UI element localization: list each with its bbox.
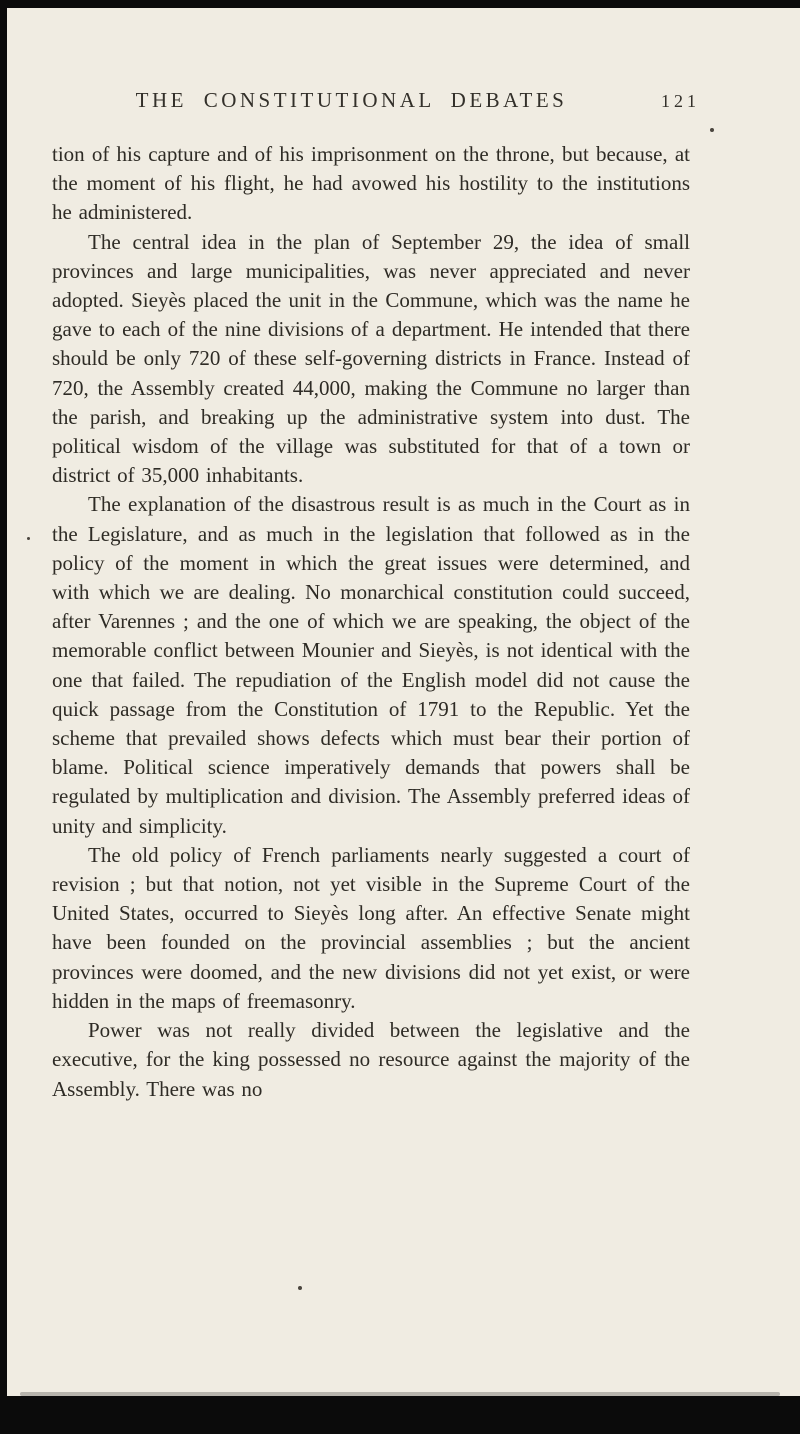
scan-artifact [710,128,714,132]
scan-edge-bottom [0,1396,800,1434]
scan-edge-left [0,0,7,1434]
paragraph-2: The central idea in the plan of September 29, the idea of small provinces and large municipalities, was never appreciated and never adopted. Sieyès placed the unit in the Commune, which was the name he gave to each of the nine divisions of a department. He intended that there should be only 720 of these self-governing districts in France. Instead of 720, the Assembly created 44,000, making the Commune no larger than the parish, and breaking up the administrative system into dust. The political wisdom of the village was substituted for that of a town or district of 35,000 inhabitants. [52,229,690,488]
paragraph-3: The explanation of the disastrous result is as much in the Court as in the Legislature, and as much in the legislation that followed as in the policy of the moment in which the great issues were determined, and with which we are dealing. No monarchical constitution could succeed, after Varennes ; and the one of which we are speaking, the object of the memorable conflict between Mounier and Sieyès, is not identical with the one that failed. The repudiation of the English model did not cause the quick passage from the Constitution of 1791 to the Republic. Yet the scheme that prevailed shows defects which must bear their portion of blame. Political science imperatively demands that powers shall be regulated by multiplication and division. The Assembly preferred ideas of unity and simplicity. [52,492,690,838]
page-header [60,88,700,113]
scan-edge-bottom-shadow [20,1392,780,1396]
paragraph-1: tion of his capture and of his imprisonment on the throne, but because, at the moment of his flight, he had avowed his hostility to the institutions he administered. [52,142,690,225]
scan-artifact [27,537,30,540]
page-body [52,140,690,1104]
running-head-title: THE CONSTITUTIONAL DEBATES [135,88,568,112]
scan-edge-top [0,0,800,8]
scan-artifact [298,1286,302,1290]
page-number: 121 [661,91,700,111]
paragraph-5: Power was not really divided between the legislative and the executive, for the king possessed no resource against the majority of the Assembly. There was no [52,1018,690,1101]
paragraph-4: The old policy of French parliaments nearly suggested a court of revision ; but that notion, not yet visible in the Supreme Court of the United States, occurred to Sieyès long after. An effective Senate might have been founded on the provincial assemblies ; but the ancient provinces were doomed, and the new divisions did not yet exist, or were hidden in the maps of freemasonry. [52,842,690,1013]
